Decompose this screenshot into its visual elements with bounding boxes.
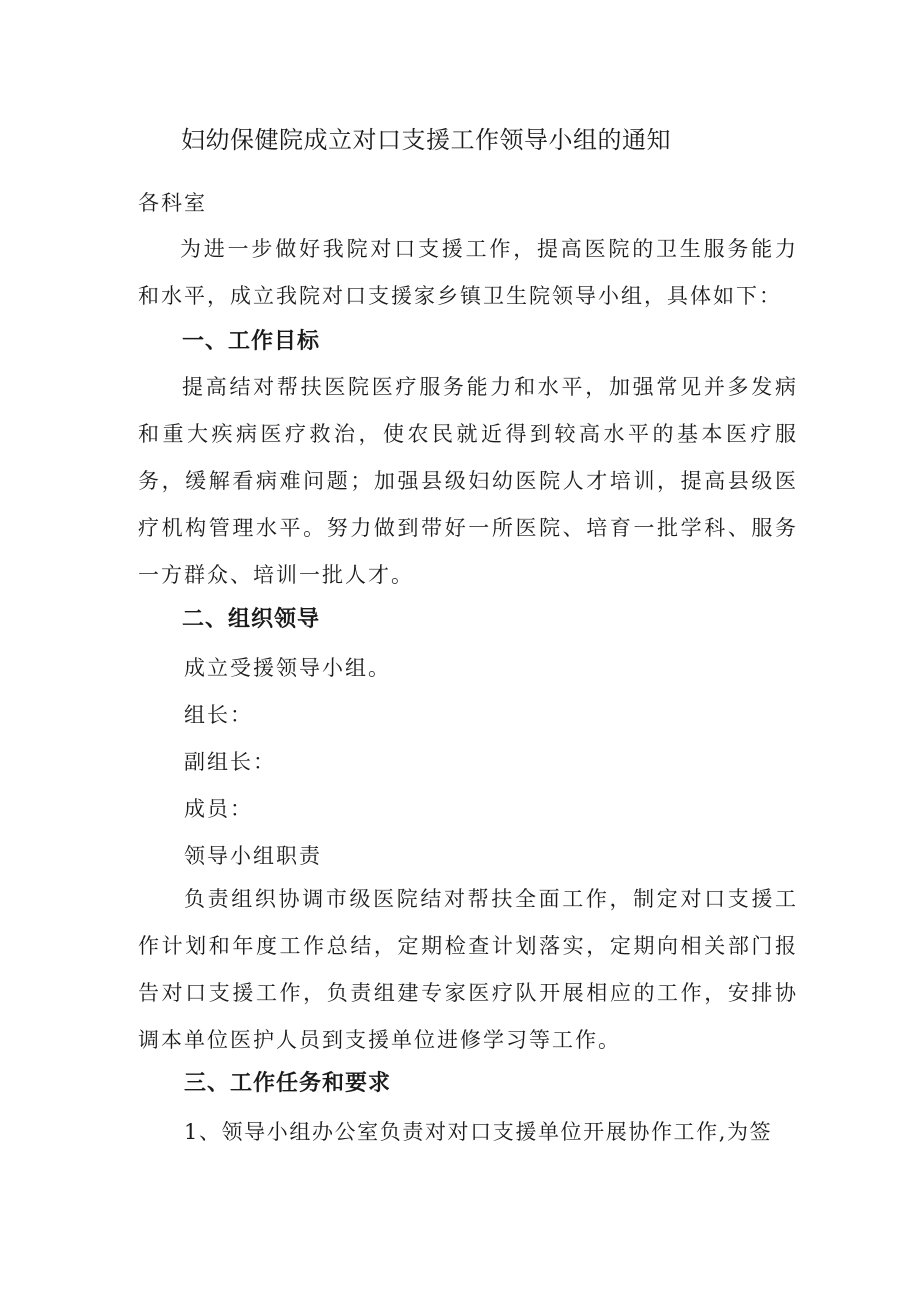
section-heading-tasks: 三、工作任务和要求 — [184, 1071, 392, 1096]
document-title: 妇幼保健院成立对口支援工作领导小组的通知 — [181, 126, 671, 154]
duties-label: 领导小组职责 — [184, 844, 322, 868]
organization-line: 成立受援领导小组。 — [184, 656, 391, 680]
section-heading-goals: 一、工作目标 — [182, 329, 321, 354]
tasks-paragraph: 1、领导小组办公室负责对对口支援单位开展协作工作,为签 — [184, 1120, 773, 1144]
members-label: 成员： — [184, 797, 253, 821]
addressee: 各科室 — [138, 191, 207, 215]
duties-paragraph: 负责组织协调市级医院结对帮扶全面工作，制定对口支援工作计划和年度工作总结，定期检查计划落实，定期向相关部门报告对口支援工作，负责组建专家医疗队开展相应的工作，安排协调本单位医护人员到支援单位进修学习等工作。 — [138, 887, 798, 1052]
group-leader-label: 组长： — [184, 703, 253, 727]
goals-paragraph: 提高结对帮扶医院医疗服务能力和水平，加强常见并多发病和重大疾病医疗救治，使农民就近得到较高水平的基本医疗服务，缓解看病难问题；加强县级妇幼医院人才培训，提高县级医疗机构管理水平。努力做到带好一所医院、培育一批学科、服务一方群众、培训一批人才。 — [138, 375, 798, 587]
intro-paragraph: 为进一步做好我院对口支援工作，提高医院的卫生服务能力和水平，成立我院对口支援家乡镇卫生院领导小组，具体如下： — [138, 237, 798, 308]
section-heading-organization: 二、组织领导 — [182, 607, 321, 632]
deputy-leader-label: 副组长： — [184, 750, 276, 774]
